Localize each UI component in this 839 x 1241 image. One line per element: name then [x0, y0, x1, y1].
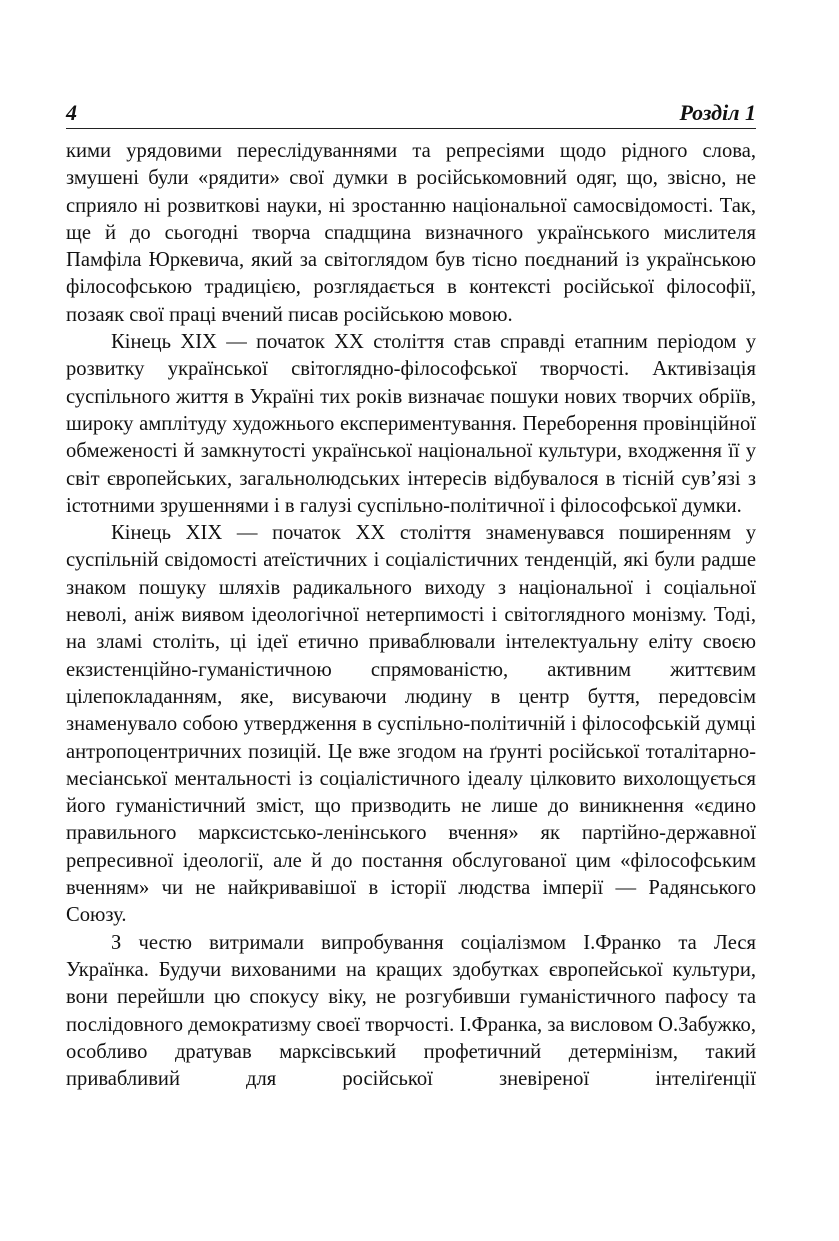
paragraph-3: Кінець XIX — початок XX століття знаменувався поширенням у суспільній свідомості атеїстичних і соціалістичних тенденцій, які були радше знаком пошуку шляхів радикального виходу з національної і соціальної неволі, аніж виявом ідеологічної нетерпимості і світоглядного монізму. Тоді, на зламі століть, ці ідеї етично приваблювали інтелектуальну еліту своєю екзистенційно-гуманістичною спрямованістю, активним життєвим цілепокладанням, яке, висуваючи людину в центр буття, передовсім знаменувало собою утвердження в суспільно-політичній і філософській думці антропоцентричних позицій. Це вже згодом на ґрунті російської тоталітарно-месіанської ментальності із соціалістичного ідеалу цілковито вихолощується його гуманістичний зміст, що призводить не лише до виникнення «єдино правильного марксистсько-ленінського вчення» як партійно-державної репресивної ідеології, але й до постання обслугованої цим «філософським вченням» чи не найкривавішої в історії людства імперії — Радянського Союзу. [66, 522, 756, 927]
paragraph-1: кими урядовими переслідуваннями та репресіями щодо рідного слова, змушені були «рядити» свої думки в російськомовний одяг, що, звісно, не сприяло ні розвиткові науки, ні зростанню національної самосвідомості. Так, ще й до сьогодні творча спадщина визначного українського мислителя Памфіла Юркевича, який за світоглядом був тісно поєднаний із українською філософською традицією, розглядається в контексті російської філософії, позаяк свої праці вчений писав російською мовою. [66, 140, 756, 326]
running-header [66, 98, 756, 129]
section-title: Розділ 1 [679, 100, 756, 125]
paragraph-4: З честю витримали випробування соціалізмом І.Франко та Леся Українка. Будучи вихованими на кращих здобутках європейської культури, вони перейшли цю спокусу віку, не розгубивши гуманістичного пафосу та послідовного демократизму своєї творчості. І.Франка, за висловом О.Забужко, особливо дратував марксівський профетичний детермінізм, такий привабливий для російської зневіреної інтеліґенції [66, 931, 756, 1091]
paragraph-2: Кінець XIX — початок XX століття став справді етапним періодом у розвитку української світоглядно-філософської творчості. Активізація суспільного життя в Україні тих років визначає пошуки нових творчих обріїв, широку амплітуду художнього експериментування. Переборення провінційної обмеженості й замкнутості української національної культури, входження її у світ європейських, загальнолюдських інтересів відбувалося в тісній сув’язі з істотними зрушеннями і в галузі суспільно-політичної і філософської думки. [66, 331, 756, 517]
page-number: 4 [66, 100, 77, 125]
body-text [66, 138, 756, 1093]
book-page [66, 98, 756, 1093]
